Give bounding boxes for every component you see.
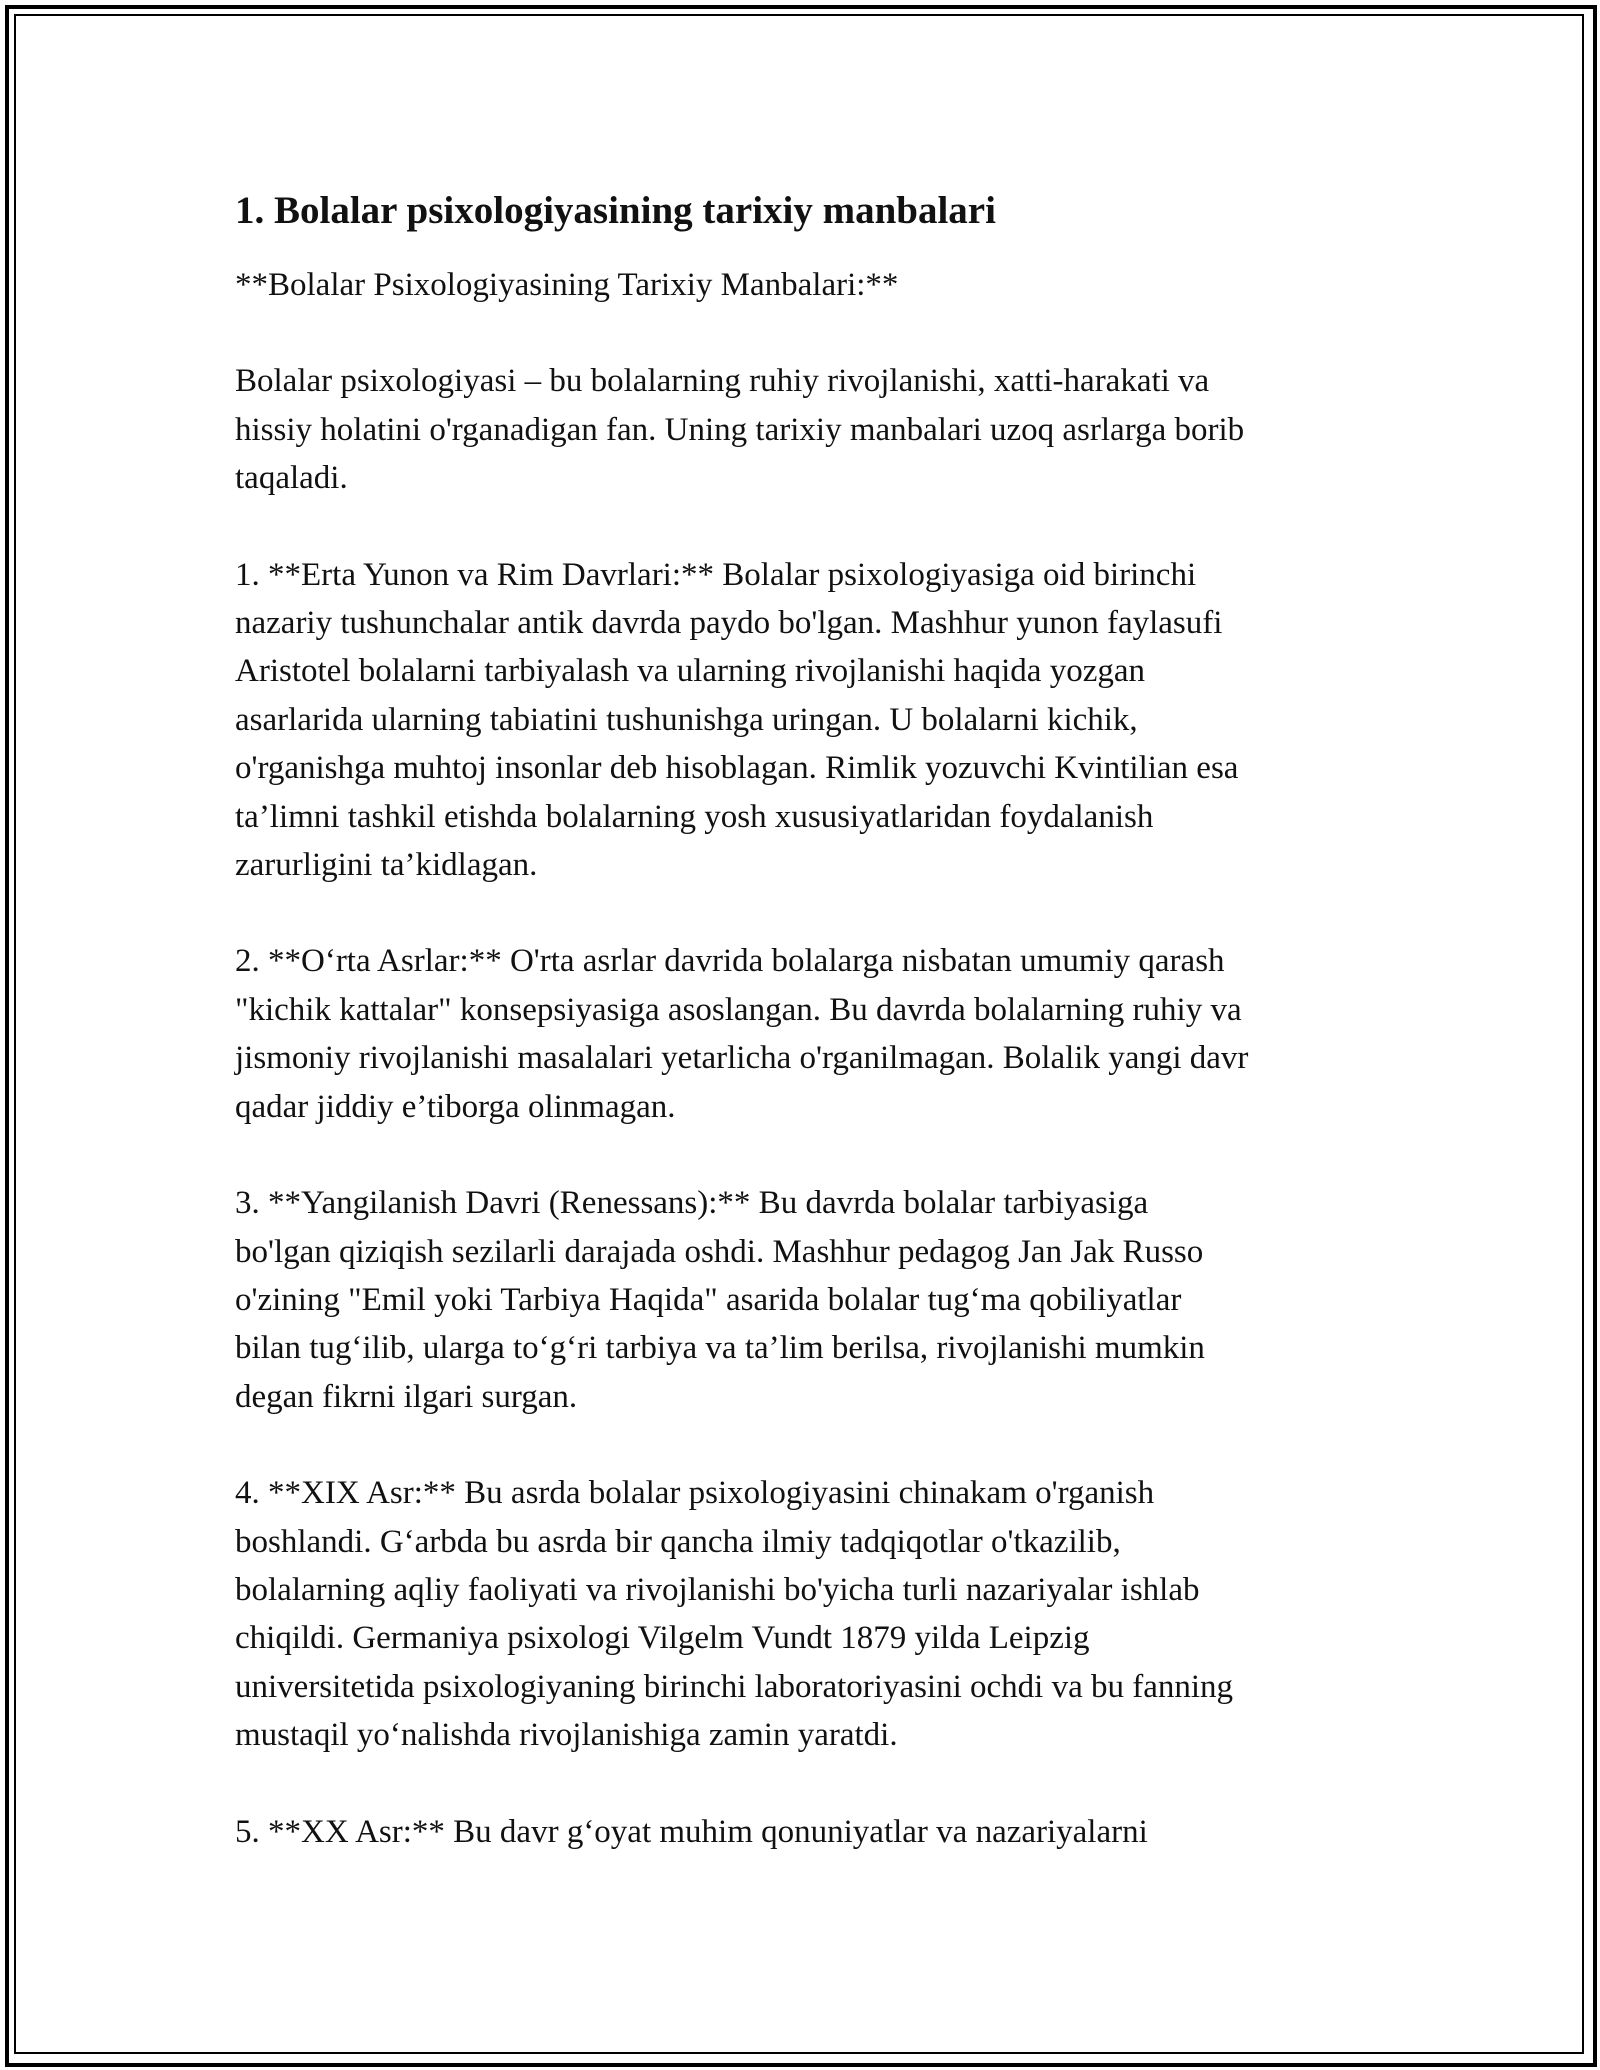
text-line: qadar jiddiy e’tiborga olinmagan. bbox=[235, 1088, 676, 1125]
text-line: 5. **XX Asr:** Bu davr g‘oyat muhim qonuniyatlar va nazariyalarni bbox=[235, 1813, 1148, 1850]
paragraph-item-5 bbox=[235, 1808, 1375, 1856]
paragraph-item-3 bbox=[235, 1179, 1375, 1421]
paragraph-item-4 bbox=[235, 1469, 1375, 1759]
text-line: Aristotel bolalarni tarbiyalash va ularning rivojlanishi haqida yozgan bbox=[235, 653, 1145, 690]
text-line: bo'lgan qiziqish sezilarli darajada oshdi. Mashhur pedagog Jan Jak Russo bbox=[235, 1233, 1204, 1270]
paragraph-subtitle bbox=[235, 261, 1375, 309]
text-line: universitetida psixologiyaning birinchi laboratoriyasini ochdi va bu fanning bbox=[235, 1668, 1234, 1705]
text-line: 3. **Yangilanish Davri (Renessans):** Bu davrda bolalar tarbiyasiga bbox=[235, 1185, 1149, 1222]
text-line: **Bolalar Psixologiyasining Tarixiy Manbalari:** bbox=[235, 267, 899, 303]
text-line: 4. **XIX Asr:** Bu asrda bolalar psixologiyasini chinakam o'rganish bbox=[235, 1475, 1155, 1512]
text-line: taqaladi. bbox=[235, 460, 348, 497]
paragraph-item-2 bbox=[235, 937, 1375, 1131]
text-line: o'rganishga muhtoj insonlar deb hisoblagan. Rimlik yozuvchi Kvintilian esa bbox=[235, 750, 1239, 787]
text-line: nazariy tushunchalar antik davrda paydo bo'lgan. Mashhur yunon faylasufi bbox=[235, 605, 1223, 642]
paragraph-intro bbox=[235, 357, 1375, 502]
text-line: 2. **O‘rta Asrlar:** O'rta asrlar davrida bolalarga nisbatan umumiy qarash bbox=[235, 943, 1225, 980]
text-line: bilan tug‘ilib, ularga to‘g‘ri tarbiya va ta’lim berilsa, rivojlanishi mumkin bbox=[235, 1330, 1205, 1367]
text-line: degan fikrni ilgari surgan. bbox=[235, 1378, 578, 1415]
text-line: ta’limni tashkil etishda bolalarning yosh xususiyatlaridan foydalanish bbox=[235, 798, 1154, 835]
text-line: "kichik kattalar" konsepsiyasiga asoslangan. Bu davrda bolalarning ruhiy va bbox=[235, 991, 1242, 1028]
text-line: zarurligini ta’kidlagan. bbox=[235, 847, 538, 884]
text-line: Bolalar psixologiyasi – bu bolalarning ruhiy rivojlanishi, xatti-harakati va bbox=[235, 363, 1210, 400]
document-heading: 1. Bolalar psixologiyasining tarixiy manbalari bbox=[235, 189, 996, 232]
text-line: hissiy holatini o'rganadigan fan. Uning tarixiy manbalari uzoq asrlarga borib bbox=[235, 411, 1245, 448]
text-line: mustaqil yo‘nalishda rivojlanishiga zamin yaratdi. bbox=[235, 1717, 898, 1754]
text-line: jismoniy rivojlanishi masalalari yetarlicha o'rganilmagan. Bolalik yangi davr bbox=[235, 1040, 1249, 1077]
paragraph-item-1 bbox=[235, 551, 1375, 890]
text-line: 1. **Erta Yunon va Rim Davrlari:** Bolalar psixologiyasiga oid birinchi bbox=[235, 556, 1197, 593]
text-line: bolalarning aqliy faoliyati va rivojlanishi bo'yicha turli nazariyalar ishlab bbox=[235, 1571, 1200, 1608]
text-line: chiqildi. Germaniya psixologi Vilgelm Vundt 1879 yilda Leipzig bbox=[235, 1620, 1090, 1657]
text-line: asarlarida ularning tabiatini tushunishga uringan. U bolalarni kichik, bbox=[235, 701, 1138, 738]
document-body bbox=[235, 185, 1375, 1856]
text-line: boshlandi. G‘arbda bu asrda bir qancha ilmiy tadqiqotlar o'tkazilib, bbox=[235, 1523, 1121, 1560]
text-line: o'zining "Emil yoki Tarbiya Haqida" asarida bolalar tug‘ma qobiliyatlar bbox=[235, 1281, 1182, 1318]
